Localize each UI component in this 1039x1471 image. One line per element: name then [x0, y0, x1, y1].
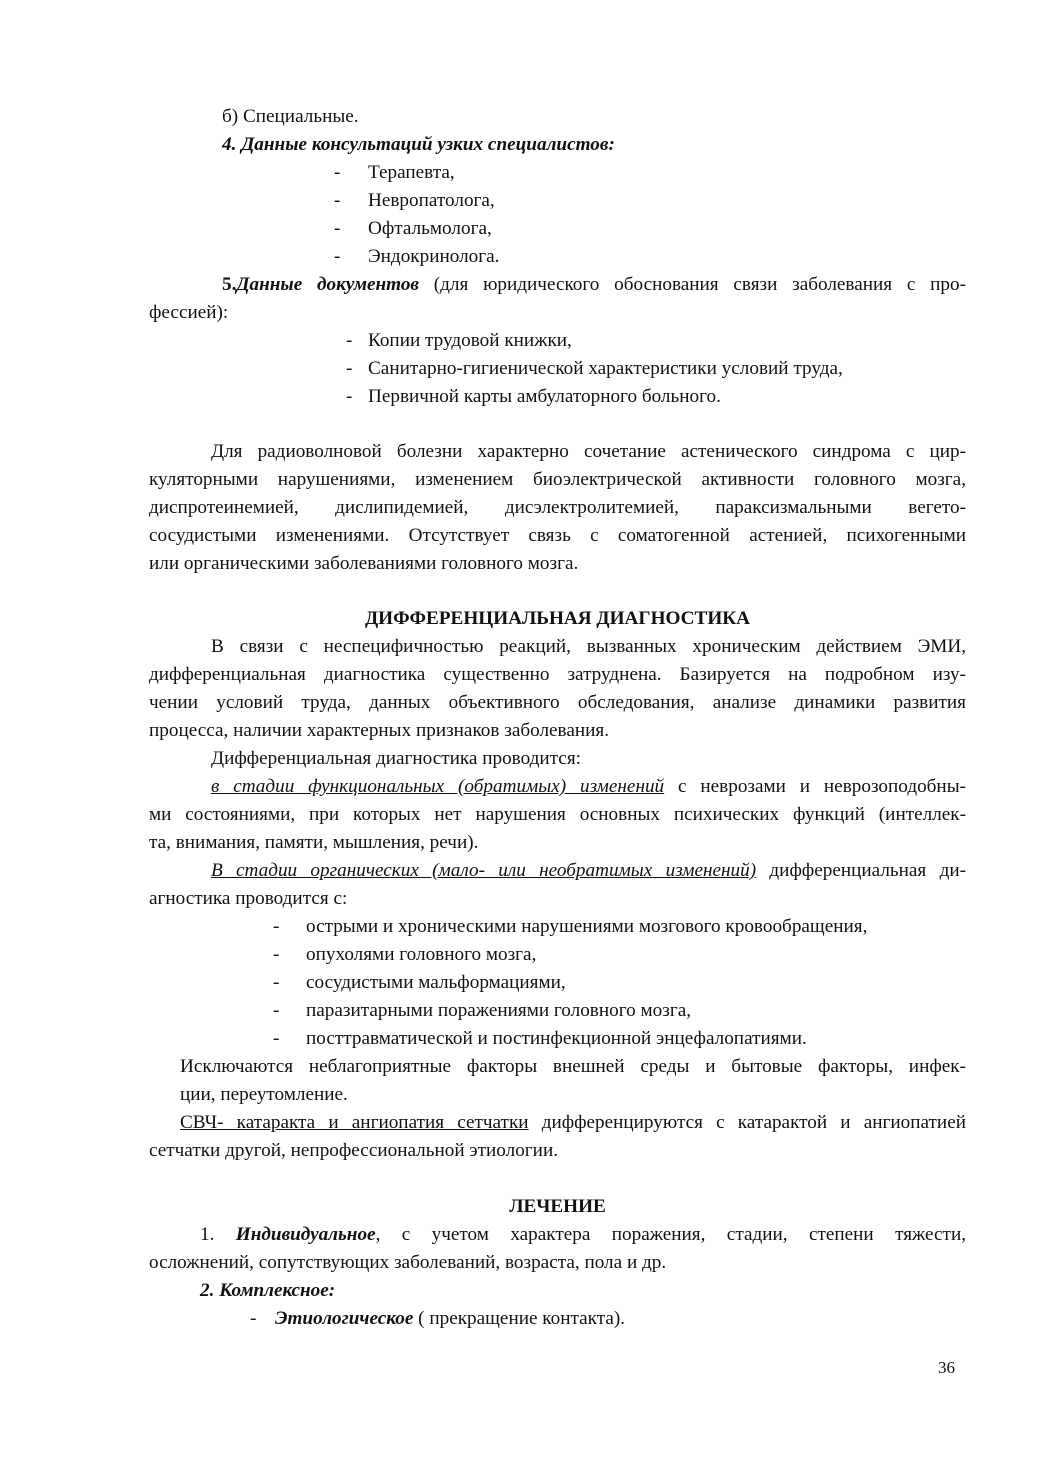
list-item: опухолями головного мозга, — [306, 944, 537, 965]
dash-marker: - — [273, 1000, 280, 1021]
paragraph-line — [180, 1109, 966, 1137]
list-item: Санитарно-гигиенической характеристики условий труда, — [368, 358, 843, 379]
text-run: дифференцируются с катарактой и ангиопатией — [528, 1112, 966, 1133]
paragraph-line: или органическими заболеваниями головного мозга. — [149, 553, 579, 574]
paragraph-line: Для радиоволновой болезни характерно сочетание астенического синдрома с цир- — [211, 441, 966, 462]
text-run: дифференциальная ди- — [756, 860, 966, 881]
list-item: паразитарными поражениями головного мозга, — [306, 1000, 692, 1021]
functional-stage-link: в стадии функциональных (обратимых) изменений — [211, 776, 665, 797]
text-run: ( прекращение контакта). — [413, 1308, 626, 1329]
paragraph-line: ции, переутомление. — [180, 1084, 348, 1105]
paragraph-line: куляторными нарушениями, изменением биоэлектрической активности головного мозга, — [149, 469, 966, 490]
list-item: Копии трудовой книжки, — [368, 330, 572, 351]
dash-marker: - — [334, 218, 341, 239]
paragraph-line: чении условий труда, данных объективного обследования, анализе динамики развития — [149, 692, 966, 713]
paragraph-line — [200, 1221, 966, 1249]
organic-stage-link: В стадии органических (мало- или необратимых изменений) — [211, 860, 757, 881]
list-item: посттравматической и постинфекционной энцефалопатиями. — [306, 1028, 807, 1049]
section-heading: ЛЕЧЕНИЕ — [509, 1196, 606, 1217]
list-item: острыми и хроническими нарушениями мозгового кровообращения, — [306, 916, 868, 937]
paragraph-line: агностика проводится с: — [149, 888, 348, 909]
dash-marker: - — [346, 386, 353, 407]
item5-bold: Данные документов — [236, 274, 420, 295]
item5-continuation: фессией): — [149, 302, 229, 323]
item1-number: 1. — [200, 1224, 236, 1245]
dash-marker: - — [273, 944, 280, 965]
paragraph-line: Дифференциальная диагностика проводится: — [211, 748, 581, 769]
list-item: сосудистыми мальформациями, — [306, 972, 566, 993]
paragraph-line: В связи с неспецифичностью реакций, вызванных хроническим действием ЭМИ, — [211, 636, 966, 657]
dash-marker: - — [273, 1028, 280, 1049]
paragraph-line: Исключаются неблагоприятные факторы внешней среды и бытовые факторы, инфек- — [180, 1056, 966, 1077]
list-item: Терапевта, — [368, 162, 455, 183]
etiological-bold: Этиологическое — [275, 1308, 414, 1329]
section-heading: ДИФФЕРЕНЦИАЛЬНАЯ ДИАГНОСТИКА — [364, 608, 751, 629]
list-item: Офтальмолога, — [368, 218, 492, 239]
paragraph-line — [211, 773, 966, 801]
item5-line — [222, 271, 966, 299]
item4-heading: 4. Данные консультаций узких специалистов: — [222, 134, 615, 155]
svch-link: СВЧ- катаракта и ангиопатия сетчатки — [180, 1112, 529, 1133]
paragraph-line: сетчатки другой, непрофессиональной этиологии. — [149, 1140, 559, 1161]
dash-marker: - — [273, 972, 280, 993]
dash-marker: - — [273, 916, 280, 937]
item2-heading: 2. Комплексное: — [200, 1280, 336, 1301]
paragraph-line: та, внимания, памяти, мышления, речи). — [149, 832, 479, 853]
dash-marker: - — [334, 190, 341, 211]
list-item — [275, 1305, 625, 1333]
item5-number: 5. — [222, 274, 237, 295]
list-item: Эндокринолога. — [368, 246, 500, 267]
dash-marker: - — [346, 330, 353, 351]
text-run: с неврозами и неврозоподобны- — [664, 776, 966, 797]
item1-bold: Индивидуальное — [235, 1224, 376, 1245]
list-item-b: б) Специальные. — [222, 106, 359, 127]
dash-marker: - — [334, 246, 341, 267]
paragraph-line: дифференциальная диагностика существенно затруднена. Базируется на подробном изу- — [149, 664, 966, 685]
paragraph-line: ми состояниями, при которых нет нарушения основных психических функций (интеллек- — [149, 804, 966, 825]
paragraph-line: осложнений, сопутствующих заболеваний, возраста, пола и др. — [149, 1252, 667, 1273]
text-run: , с учетом характера поражения, стадии, степени тяжести, — [375, 1224, 967, 1245]
list-item: Первичной карты амбулаторного больного. — [368, 386, 721, 407]
paragraph-line: сосудистыми изменениями. Отсутствует связь с соматогенной астенией, психогенными — [149, 525, 966, 546]
item5-rest: (для юридического обоснования связи заболевания с про- — [419, 274, 966, 295]
dash-marker: - — [250, 1308, 257, 1329]
paragraph-line — [211, 857, 966, 885]
paragraph-line: процесса, наличии характерных признаков заболевания. — [149, 720, 610, 741]
paragraph-line: диспротеинемией, дислипидемией, дисэлектролитемией, параксизмальными вегето- — [149, 497, 966, 518]
dash-marker: - — [334, 162, 341, 183]
page-number: 36 — [938, 1358, 955, 1377]
list-item: Невропатолога, — [368, 190, 495, 211]
dash-marker: - — [346, 358, 353, 379]
